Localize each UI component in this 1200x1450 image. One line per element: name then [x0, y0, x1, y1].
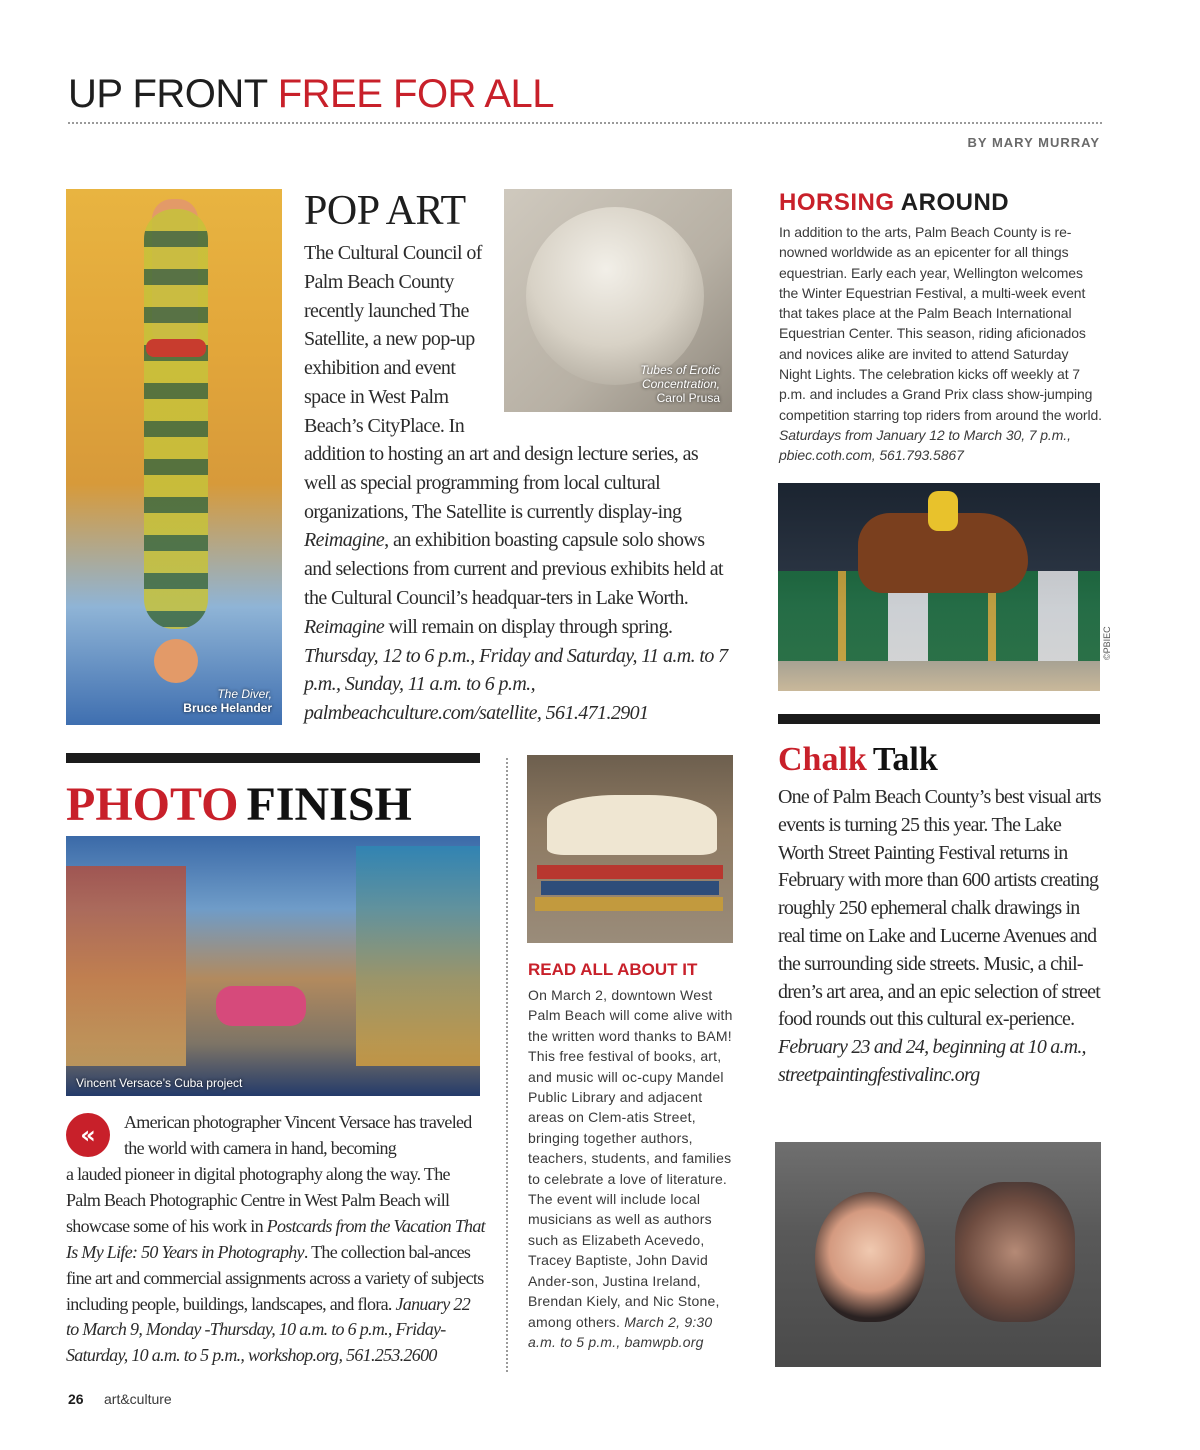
- chalk-body-text: One of Palm Beach County’s best visual arts events is turning 25 this year. The Lake Worth Street Painting Festival returns in February with more than 600 artists creating roughly 250 ephemeral chalk drawings in real time on Lake and Lucerne Avenues and the surrounding side streets. Music, a chil-dren’s art area, and an epic selection of street food rounds out this cultural ex-perience.: [778, 786, 1101, 1031]
- rider-shape: [928, 491, 958, 531]
- magazine-name: art&culture: [104, 1391, 172, 1407]
- photo-finish-body: [66, 1162, 486, 1369]
- chalk-drawing-photo: [775, 1142, 1101, 1367]
- photo-credit: ©PBIEC: [1102, 626, 1112, 660]
- building-left-shape: [66, 866, 186, 1066]
- pink-car-shape: [216, 986, 306, 1026]
- chalk-talk-rule: [778, 714, 1100, 724]
- horsing-body-text: In addition to the arts, Palm Beach County is re-nowned worldwide as an epicenter for all things equestrian. Early each year, Wellington welcomes the Winter Equestrian Festival, a multi-week event that takes place at the Palm Beach International Equestrian Center. This season, riding aficionados and novices alike are invited to attend Saturday Night Lights. The celebration kicks off weekly at 7 p.m. and includes a Grand Prix class show-jumping competition starring top riders from around the world.: [779, 224, 1102, 423]
- sphere-ball-shape: [526, 207, 704, 385]
- pop-art-body-part-3: will remain on display through spring.: [384, 615, 673, 638]
- sphere-sculpture-image: [504, 189, 732, 412]
- diver-caption-title: The Diver,: [217, 687, 272, 701]
- chalk-portrait-right-shape: [955, 1182, 1075, 1322]
- pop-art-details: Thursday, 12 to 6 p.m., Friday and Saturday, 11 a.m. to 7 p.m., Sunday, 11 a.m. to 6 p.m., palmbeachculture.com/satellite, 561.471.2901: [304, 644, 728, 725]
- section-kicker: UP FRONT: [68, 72, 268, 116]
- building-right-shape: [356, 846, 480, 1066]
- photo-finish-exhibit-name: Postcards from the Vacation That Is My Life: 50 Years in Photography: [66, 1215, 485, 1262]
- chalk-talk-title-red: Chalk: [778, 741, 867, 778]
- column-divider: [506, 758, 508, 1372]
- pop-art-title: POP ART: [304, 188, 466, 234]
- pop-art-body-part-1: addition to hosting an art and design lecture series, as well as special programming from local cultural organizations, The Satellite is currently display-ing: [304, 443, 699, 523]
- books-photo: [527, 755, 733, 943]
- photo-finish-details: January 22 to March 9, Monday -Thursday, 10 a.m. to 6 p.m., Friday-Saturday, 10 a.m. to 5 p.m., workshop.org, 561.253.2600: [66, 1293, 470, 1366]
- photo-finish-title-dark: FINISH: [246, 778, 412, 831]
- photo-finish-title: [66, 776, 412, 834]
- show-jumping-photo: [778, 483, 1100, 691]
- header-divider: [68, 122, 1102, 124]
- sphere-caption-artist: Carol Prusa: [656, 391, 720, 405]
- byline: BY MARY MURRAY: [967, 135, 1100, 150]
- horsing-title-dark: AROUND: [900, 189, 1010, 216]
- read-body-text: On March 2, downtown West Palm Beach will come alive with the written word thanks to BAM! This free festival of books, art, and music will oc-cupy Mandel Public Library and adjacent areas on Clem-atis Street, bringing together authors, teachers, students, and families to celebrate a love of literature. The event will include local musicians as well as authors such as Elizabeth Acevedo, Tracey Baptiste, John David Ander-son, Justina Ireland, Brendan Kiely, and Nic Stone, among others.: [528, 987, 733, 1330]
- diver-head-shape: [154, 639, 198, 683]
- diver-figure-shape: [144, 209, 208, 629]
- book-stack-red-shape: [537, 865, 723, 879]
- chalk-details: February 23 and 24, beginning at 10 a.m., streetpaintingfestivalinc.org: [778, 1036, 1086, 1086]
- horsing-title-red: HORSING: [779, 189, 895, 216]
- read-all-about-it-title: READ ALL ABOUT IT: [528, 960, 698, 979]
- chalk-talk-title-dark: Talk: [872, 741, 938, 778]
- book-stack-blue-shape: [541, 881, 719, 895]
- chalk-talk-title: [778, 738, 938, 782]
- read-all-about-it-body: [528, 985, 734, 1352]
- book-stack-gold-shape: [535, 897, 723, 911]
- diver-painting-image: [66, 189, 282, 725]
- read-details: March 2, 9:30 a.m. to 5 p.m., bamwpb.org: [528, 1313, 713, 1350]
- pop-art-exhibit-name-2: Reimagine: [304, 615, 385, 638]
- open-book-shape: [547, 795, 717, 855]
- page-number: 26: [68, 1391, 84, 1407]
- pop-art-body-wide: [304, 440, 734, 728]
- diver-caption: [183, 687, 272, 715]
- photo-finish-title-red: PHOTO: [66, 778, 239, 831]
- section-heading: [68, 68, 554, 120]
- pop-art-body-narrow: The Cultural Council of Palm Beach County recently launched The Satellite, a new pop-up exhibition and event space in West Palm Beach’s CityPlace. In: [304, 242, 482, 437]
- photo-finish-rule: [66, 753, 480, 763]
- photo-finish-body-part-2: . The collection bal-ances fine art and commercial assignments across a variety of subjects including people, buildings, landscapes, and flora.: [66, 1241, 484, 1314]
- cuba-caption: Vincent Versace’s Cuba project: [76, 1076, 243, 1090]
- sphere-caption-title-1: Tubes of Erotic: [640, 363, 720, 377]
- photo-finish-badge-icon: «: [66, 1113, 110, 1157]
- photo-finish-body-part-1: a lauded pioneer in digital photography along the way. The Palm Beach Photographic Centre in West Palm Beach will showcase some of his work in: [66, 1164, 450, 1236]
- section-name: FREE FOR ALL: [277, 72, 555, 116]
- chalk-portrait-left-shape: [815, 1192, 925, 1322]
- horsing-details: Saturdays from January 12 to March 30, 7 p.m., pbiec.coth.com, 561.793.5867: [779, 426, 1071, 464]
- sphere-caption-title-2: Concentration,: [641, 377, 720, 391]
- chalk-talk-body: [778, 784, 1104, 1090]
- diver-caption-artist: Bruce Helander: [183, 701, 272, 715]
- sphere-caption: [640, 363, 720, 405]
- pop-art-exhibit-name-1: Reimagine: [304, 529, 385, 552]
- cuba-street-photo: [66, 836, 480, 1096]
- pop-art-body-part-2: , an exhibition boasting capsule solo shows and selections from current and previous exhibits held at the Cultural Council’s headquar-ters in Lake Worth.: [304, 529, 724, 609]
- horsing-title: [779, 188, 1009, 218]
- horsing-body: [779, 222, 1103, 466]
- photo-finish-body-lead: American photographer Vincent Versace has traveled the world with camera in hand, becoming: [124, 1112, 472, 1158]
- diver-band-shape: [146, 339, 206, 357]
